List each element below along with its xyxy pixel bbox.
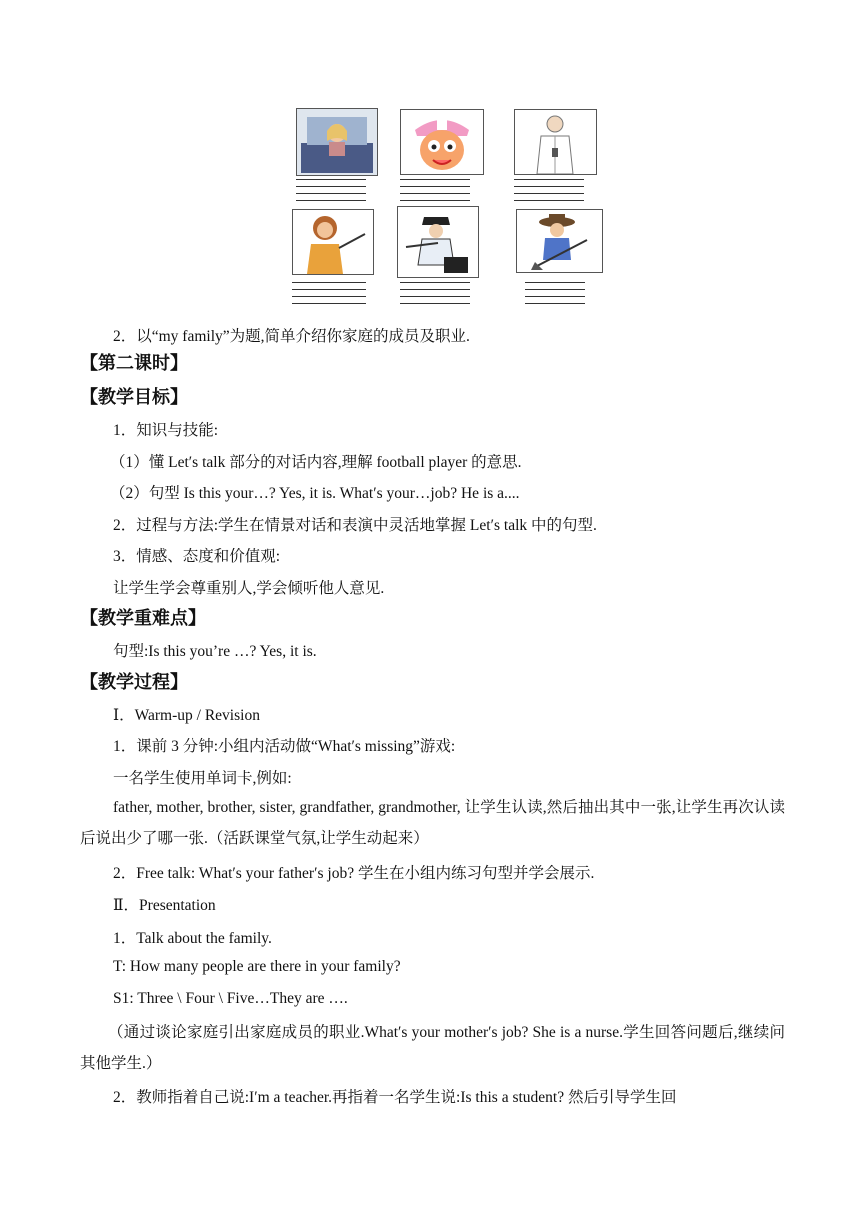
section-heading-objectives: 【教学目标】: [80, 387, 188, 408]
objective-knowledge: 1．知识与技能:: [113, 422, 219, 439]
teacher-illustration: [293, 210, 373, 274]
warm-up-paragraph: father, mother, brother, sister, grandfather, grandmother, 让学生认读,然后抽出其中一张,让学生再次认读后说出少了哪一张.（活跃课堂气氛,让学生动起来）: [80, 799, 785, 847]
step-presentation: Ⅱ．Presentation: [113, 897, 216, 914]
answer-lines: [514, 179, 584, 207]
student-answer: S1: Three \ Four \ Five…They are ….: [113, 990, 348, 1007]
warm-up-item-1: 1．课前 3 分钟:小组内活动做“What′s missing”游戏:: [113, 738, 456, 755]
picture-nurse: [400, 109, 484, 175]
objective-attitude-text: 让学生学会尊重别人,学会倾听他人意见.: [113, 580, 385, 597]
objective-process: 2．过程与方法:学生在情景对话和表演中灵活地掌握 Let′s talk 中的句型.: [113, 517, 597, 534]
section-heading-key-points: 【教学重难点】: [80, 608, 206, 629]
driver-illustration: [297, 109, 377, 175]
section-heading-lesson-2: 【第二课时】: [80, 353, 188, 374]
warm-up-item-1-text: 一名学生使用单词卡,例如:: [113, 770, 292, 787]
warm-up-item-2: 2．Free talk: What′s your father′s job? 学生在小组内练习句型并学会展示.: [113, 865, 595, 882]
answer-lines: [292, 282, 366, 310]
pilot-illustration: [398, 207, 478, 277]
answer-lines: [525, 282, 585, 310]
objective-attitude: 3．情感、态度和价值观:: [113, 548, 281, 565]
picture-doctor: [514, 109, 597, 175]
doctor-illustration: [515, 110, 596, 174]
presentation-item-1: 1．Talk about the family.: [113, 930, 272, 947]
step-warm-up: Ⅰ．Warm-up / Revision: [113, 707, 260, 724]
section-heading-procedure: 【教学过程】: [80, 672, 188, 693]
answer-lines: [296, 179, 366, 207]
picture-pilot: [397, 206, 479, 278]
task-item-2: 2．以“my family”为题,简单介绍你家庭的成员及职业.: [113, 328, 470, 345]
presentation-note-paragraph: （通过谈论家庭引出家庭成员的职业.What′s your mother′s job? She is a nurse.学生回答问题后,继续问其他学生.）: [80, 1024, 785, 1072]
picture-teacher: [292, 209, 374, 275]
picture-farmer: [516, 209, 603, 273]
farmer-illustration: [517, 210, 602, 272]
nurse-illustration: [401, 110, 483, 174]
objective-knowledge-2: （2）句型 Is this your…? Yes, it is. What′s your…job? He is a....: [110, 485, 520, 502]
presentation-item-2: 2．教师指着自己说:I′m a teacher.再指着一名学生说:Is this a student? 然后引导学生回: [113, 1089, 677, 1106]
picture-driver: [296, 108, 378, 176]
key-point-text: 句型:Is this you’re …? Yes, it is.: [113, 643, 317, 660]
teacher-question: T: How many people are there in your family?: [113, 958, 401, 975]
answer-lines: [400, 282, 470, 310]
answer-lines: [400, 179, 470, 207]
objective-knowledge-1: （1）懂 Let′s talk 部分的对话内容,理解 football player 的意思.: [110, 454, 522, 471]
